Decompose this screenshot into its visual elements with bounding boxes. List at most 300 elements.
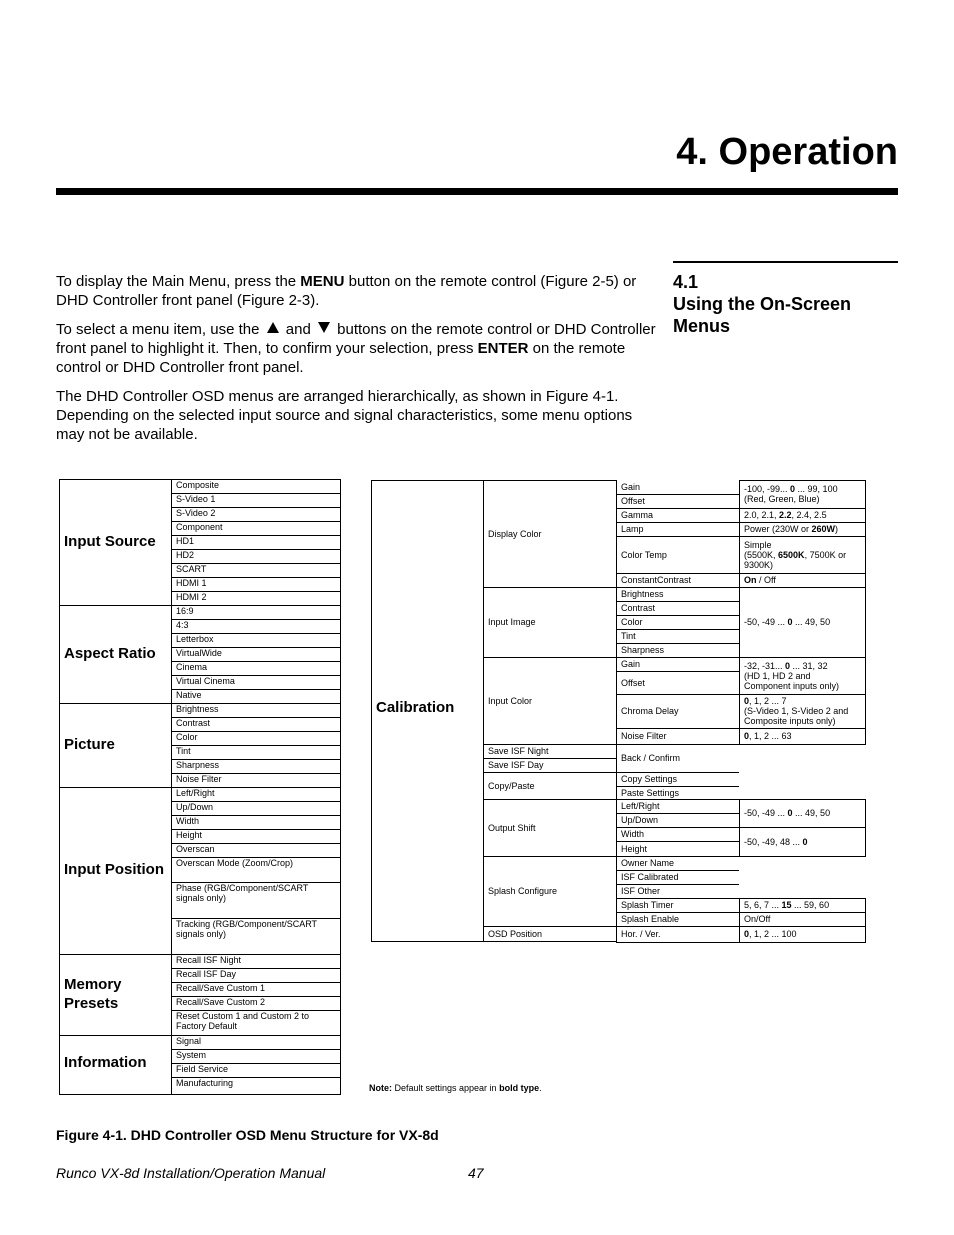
text: Hor. / Ver.: [621, 929, 661, 939]
text-line: [621, 524, 738, 534]
group-copy-paste: [484, 772, 615, 799]
text: 0: [744, 696, 750, 706]
table-line: [739, 480, 740, 509]
table-line: [739, 898, 866, 899]
table-line: [483, 758, 616, 759]
item-offset1: [617, 494, 738, 508]
down-triangle-icon: [318, 322, 330, 333]
text-line: [621, 844, 738, 854]
text-line: [744, 929, 864, 939]
text-bold: bold type: [499, 1083, 540, 1093]
value-cell: [740, 536, 864, 573]
text: Save ISF Day: [488, 760, 544, 770]
text: -50, -49, 48 ...: [744, 836, 803, 847]
text-line: [621, 801, 738, 811]
table-line: [739, 694, 866, 695]
text: ... 49, 50: [792, 808, 831, 818]
table-line: [616, 587, 739, 588]
menu-item: Brightness: [176, 704, 219, 714]
text: -50, -49 ...: [744, 617, 788, 627]
table-line: [865, 912, 866, 927]
text: (S-Video 1, S-Video 2 and: [744, 706, 849, 716]
category-aspect-ratio: Aspect Ratio: [64, 644, 156, 662]
value-cell: [740, 522, 864, 536]
text-line: [744, 681, 864, 691]
category-input-source: Input Source: [64, 532, 156, 550]
menu-item: System: [176, 1050, 207, 1060]
value-cell: [740, 912, 864, 926]
text: Component inputs only): [744, 680, 840, 691]
menu-item: Height: [176, 830, 203, 840]
table-line: [616, 671, 739, 672]
text-line: [744, 808, 864, 818]
text: ... 31, 32: [790, 660, 828, 671]
item-left-right: [617, 799, 738, 813]
text: Composite inputs only): [744, 716, 836, 726]
text: .: [539, 1083, 542, 1093]
text-line: [621, 858, 738, 868]
text: 0: [787, 808, 793, 818]
table-line: [739, 744, 866, 745]
menu-item: Up/Down: [176, 802, 214, 812]
table-line: [865, 728, 866, 745]
table-line: [616, 643, 739, 644]
text: , 2.4, 2.5: [791, 510, 827, 520]
text-line: [621, 659, 738, 669]
text-line: [488, 929, 615, 939]
menu-item: Recall ISF Day: [176, 969, 237, 979]
text-line: [621, 617, 738, 627]
menu-item: Tint: [176, 746, 191, 756]
text-line: [621, 706, 738, 716]
menu-item: Cinema: [176, 662, 208, 672]
text: and: [281, 321, 315, 338]
text: Gain: [621, 482, 641, 492]
text-line: [488, 529, 615, 539]
note-label: Note:: [369, 1083, 392, 1093]
menu-item: S-Video 2: [176, 508, 216, 518]
footer-manual-title: Runco VX-8d Installation/Operation Manual: [56, 1165, 326, 1181]
text: Gain: [621, 659, 641, 669]
item-hor-ver: [617, 926, 738, 942]
table-line: [739, 536, 740, 574]
text: 9300K): [744, 559, 774, 570]
menu-item: Composite: [176, 480, 220, 490]
text: 5, 6, 7 ...: [744, 900, 782, 910]
group-input-image: [484, 587, 615, 657]
text: ... 49, 50: [792, 617, 831, 627]
table-line: [739, 573, 740, 588]
menu-item: HD1: [176, 536, 195, 546]
text: 0: [790, 484, 796, 494]
text-line: [621, 872, 738, 882]
table-line: [616, 694, 739, 695]
table-line: [483, 772, 616, 773]
text: Offset: [621, 677, 645, 688]
section-rule: [673, 261, 898, 263]
menu-item: S-Video 1: [176, 494, 216, 504]
text: Back / Confirm: [621, 753, 681, 763]
text: Power (230W or: [744, 524, 812, 534]
text: (5500K,: [744, 549, 779, 560]
text: Save ISF Night: [488, 746, 549, 756]
menu-item: Native: [176, 690, 202, 700]
category-input-position: Input Position: [64, 861, 164, 878]
table-line: [483, 587, 616, 588]
table-line: [739, 522, 866, 523]
table-line: [739, 508, 740, 523]
menu-item: Tracking (RGB/Component/SCART signals only): [176, 919, 317, 939]
table-line: [739, 827, 866, 828]
text-line: [744, 661, 864, 671]
menu-item: HDMI 1: [176, 578, 207, 588]
text-line: [621, 496, 738, 506]
text-line: [621, 788, 738, 798]
table-line: [739, 912, 740, 927]
menu-item: 16:9: [176, 606, 194, 616]
text: Splash Configure: [488, 886, 558, 896]
text: Splash Timer: [621, 900, 674, 910]
menu-item: HD2: [176, 550, 195, 560]
group-display-color: [484, 480, 615, 587]
value-cell: [740, 573, 864, 587]
table-line: [616, 573, 739, 574]
text-line: [488, 781, 615, 791]
table-line: [739, 898, 740, 913]
item-copy-settings: [617, 772, 738, 786]
text: 2.2: [779, 510, 792, 520]
text: Tint: [621, 631, 636, 641]
text: ... 99, 100: [795, 484, 838, 494]
menu-item: Recall ISF Night: [176, 955, 242, 965]
text: , 1, 2 ... 7: [749, 696, 787, 706]
table-line: [616, 912, 739, 913]
table-line: [865, 536, 866, 574]
table-line: [616, 615, 739, 616]
text-line: [744, 696, 864, 706]
text-line: [744, 575, 864, 585]
table-line: [483, 856, 616, 857]
paragraph-select-item: [56, 320, 661, 377]
group-osd-position: [484, 926, 615, 942]
table-line: [616, 856, 739, 857]
text: 0: [802, 836, 808, 847]
text-line: [744, 494, 864, 504]
item-paste-settings: [617, 786, 738, 799]
value-cell: [740, 898, 864, 912]
text-line: [744, 540, 864, 550]
item-constant-contrast: [617, 573, 738, 587]
item-lamp: [617, 522, 738, 536]
item-sharpness: [617, 643, 738, 657]
item-splash-enable: [617, 912, 738, 926]
table-line: [616, 799, 739, 800]
text: Copy Settings: [621, 774, 678, 784]
menu-item: Overscan Mode (Zoom/Crop): [176, 858, 294, 868]
category-calibration: Calibration: [376, 699, 455, 716]
text-line: [744, 914, 864, 924]
table-line: [739, 912, 866, 913]
item-noise-filter: [617, 728, 738, 744]
figure-caption: Figure 4-1. DHD Controller OSD Menu Structure for VX-8d: [56, 1127, 439, 1143]
table-line: [865, 926, 866, 943]
table-line: [739, 587, 866, 588]
text: Width: [621, 829, 645, 839]
item-up-down: [617, 813, 738, 827]
text: -32, -31...: [744, 660, 786, 671]
menu-item: Color: [176, 732, 198, 742]
group-save-isf-night: [484, 744, 615, 758]
table-line: [865, 799, 866, 828]
item-gain1: [617, 480, 738, 494]
table-line: [739, 536, 866, 537]
menu-item: Left/Right: [176, 788, 215, 798]
text: Left/Right: [621, 801, 660, 811]
text-line: [744, 560, 864, 570]
menu-item: Reset Custom 1 and Custom 2 to Factory Default: [176, 1011, 310, 1031]
group-output-shift: [484, 799, 615, 856]
table-line: [616, 772, 739, 773]
item-tint: [617, 629, 738, 643]
text-line: [621, 645, 738, 655]
text: 0: [744, 929, 750, 939]
table-line: [739, 573, 866, 574]
value-cell: [740, 728, 864, 744]
table-line: [865, 587, 866, 658]
table-line: [616, 841, 739, 842]
menu-item: 4:3: [176, 620, 189, 630]
text-line: [621, 575, 738, 585]
text: Input Image: [488, 617, 536, 627]
text: 6500K: [778, 549, 805, 560]
text-line: [744, 524, 864, 534]
text: Noise Filter: [621, 731, 667, 741]
menu-item: Signal: [176, 1036, 202, 1046]
text: (HD 1, HD 2 and: [744, 670, 811, 681]
table-line: [739, 827, 740, 857]
text-line: [744, 550, 864, 560]
text-line: [621, 753, 738, 763]
table-line: [483, 799, 616, 800]
text: Default settings appear in: [392, 1083, 500, 1093]
item-isf-other: [617, 884, 738, 898]
text: button on the remote control (Figure 2-5) or DHD Controller front panel (Figure 2-3).: [56, 273, 637, 309]
text-line: [744, 484, 864, 494]
text: Chroma Delay: [621, 706, 679, 716]
category-picture: Picture: [64, 735, 115, 753]
up-triangle-icon: [267, 322, 279, 333]
text: ... 59, 60: [791, 900, 830, 910]
item-color: [617, 615, 738, 629]
text: Owner Name: [621, 858, 675, 868]
table-line: [865, 657, 866, 695]
text-line: [621, 631, 738, 641]
table-line: [739, 508, 866, 509]
table-line: [616, 522, 739, 523]
table-line: [616, 629, 739, 630]
table-line: [616, 813, 739, 814]
text: Color: [621, 617, 643, 627]
text: Brightness: [621, 589, 664, 599]
menu-item: Noise Filter: [176, 774, 222, 784]
text-line: [744, 617, 864, 627]
text: Contrast: [621, 603, 656, 613]
text: Gamma: [621, 510, 654, 520]
section-number: 4.1: [673, 272, 699, 292]
item-owner-name: [617, 856, 738, 870]
text-line: [621, 829, 738, 839]
text: , 1, 2 ... 63: [749, 731, 792, 741]
text-line: [744, 706, 864, 716]
text: , 7500K or: [804, 549, 847, 560]
item-back-confirm: [617, 744, 738, 772]
text: , 1, 2 ... 100: [749, 929, 797, 939]
table-line: [616, 827, 739, 828]
table-line: [616, 926, 739, 927]
text-line: [744, 731, 864, 741]
table-line: [616, 942, 739, 943]
text-line: [621, 914, 738, 924]
text-line: [621, 482, 738, 492]
text-line: [488, 823, 615, 833]
text: Input Color: [488, 695, 533, 706]
text: ISF Other: [621, 886, 661, 896]
item-gain2: [617, 657, 738, 671]
item-isf-calibrated: [617, 870, 738, 884]
table-line: [616, 657, 739, 658]
table-line: [865, 694, 866, 729]
text: Simple: [744, 539, 772, 550]
menu-item: Manufacturing: [176, 1078, 234, 1088]
table-line: [739, 799, 866, 800]
category-information: Information: [64, 1053, 147, 1071]
table-line: [483, 657, 616, 658]
text-line: [621, 886, 738, 896]
table-line: [739, 694, 740, 729]
menu-item: Component: [176, 522, 223, 532]
table-line: [739, 926, 740, 943]
text: Up/Down: [621, 815, 659, 825]
value-cell: [740, 694, 864, 728]
chapter-title: 4. Operation: [676, 131, 898, 173]
group-save-isf-day: [484, 758, 615, 772]
table-line: [865, 480, 866, 509]
text: / Off: [756, 575, 776, 585]
table-line: [739, 926, 866, 927]
table-line: [616, 508, 739, 509]
item-contrast: [617, 601, 738, 615]
text: 0: [744, 731, 750, 741]
text-line: [744, 837, 864, 847]
menu-item: SCART: [176, 564, 207, 574]
group-splash-configure: [484, 856, 615, 926]
menu-item: Sharpness: [176, 760, 220, 770]
text: Copy/Paste: [488, 780, 535, 791]
text: 260W: [811, 524, 836, 534]
category-memory-presets: Memory Presets: [64, 975, 122, 1012]
text: Color Temp: [621, 549, 667, 560]
text: To display the Main Menu, press the: [56, 273, 301, 290]
table-line: [616, 494, 739, 495]
table-line: [616, 744, 739, 745]
text: OSD Position: [488, 929, 543, 939]
paragraph-main-menu: [56, 272, 661, 310]
text: Offset: [621, 496, 645, 506]
menu-item: Phase (RGB/Component/SCART signals only): [176, 883, 309, 903]
item-gamma: [617, 508, 738, 522]
text-line: [621, 815, 738, 825]
item-splash-timer: [617, 898, 738, 912]
table-line: [739, 942, 866, 943]
menu-item: Field Service: [176, 1064, 229, 1074]
table-line: [739, 657, 866, 658]
menu-item: Recall/Save Custom 1: [176, 983, 266, 993]
table-line: [616, 480, 617, 942]
text-line: [621, 900, 738, 910]
menu-item: VirtualWide: [176, 648, 222, 658]
text-line: [744, 716, 864, 726]
table-line: [739, 799, 740, 828]
text-line: [488, 760, 615, 770]
text-line: [744, 510, 864, 520]
item-width: [617, 827, 738, 841]
chapter-rule: [56, 188, 898, 195]
table-line: [483, 744, 616, 745]
table-line: [739, 657, 740, 695]
text: Display Color: [488, 528, 542, 539]
text: Paste Settings: [621, 787, 680, 798]
text-line: [488, 617, 615, 627]
value-cell: [740, 480, 864, 508]
note: [369, 1083, 542, 1093]
item-offset2: [617, 671, 738, 694]
menu-item: Width: [176, 816, 200, 826]
menu-item: Contrast: [176, 718, 211, 728]
table-line: [616, 898, 739, 899]
text: on the remote control or DHD Controller front panel.: [56, 340, 626, 376]
text-line: [621, 678, 738, 688]
section-title: Using the On-Screen Menus: [673, 294, 852, 336]
text: Sharpness: [621, 645, 665, 655]
text-line: [621, 603, 738, 613]
table-line: [616, 601, 739, 602]
table-line: [739, 480, 866, 481]
text-line: [621, 774, 738, 784]
menu-item: Recall/Save Custom 2: [176, 997, 266, 1007]
value-cell: [740, 587, 864, 657]
text: 15: [781, 900, 792, 910]
text: 0: [787, 617, 793, 627]
table-line: [739, 587, 740, 658]
table-line: [739, 728, 866, 729]
text-line: [744, 900, 864, 910]
table-line: [616, 536, 739, 537]
table-line: [739, 856, 866, 857]
text-line: [621, 550, 738, 560]
page-number: 47: [468, 1165, 484, 1181]
text: Output Shift: [488, 822, 536, 833]
enter-keyword: ENTER: [477, 340, 529, 357]
text: (Red, Green, Blue): [744, 494, 820, 504]
item-chroma-delay: [617, 694, 738, 728]
table-line: [616, 884, 739, 885]
menu-item: HDMI 2: [176, 592, 207, 602]
text: ): [835, 524, 839, 534]
menu-item: Overscan: [176, 844, 215, 854]
table-line: [616, 786, 739, 787]
table-line: [865, 898, 866, 913]
table-line: [865, 573, 866, 588]
